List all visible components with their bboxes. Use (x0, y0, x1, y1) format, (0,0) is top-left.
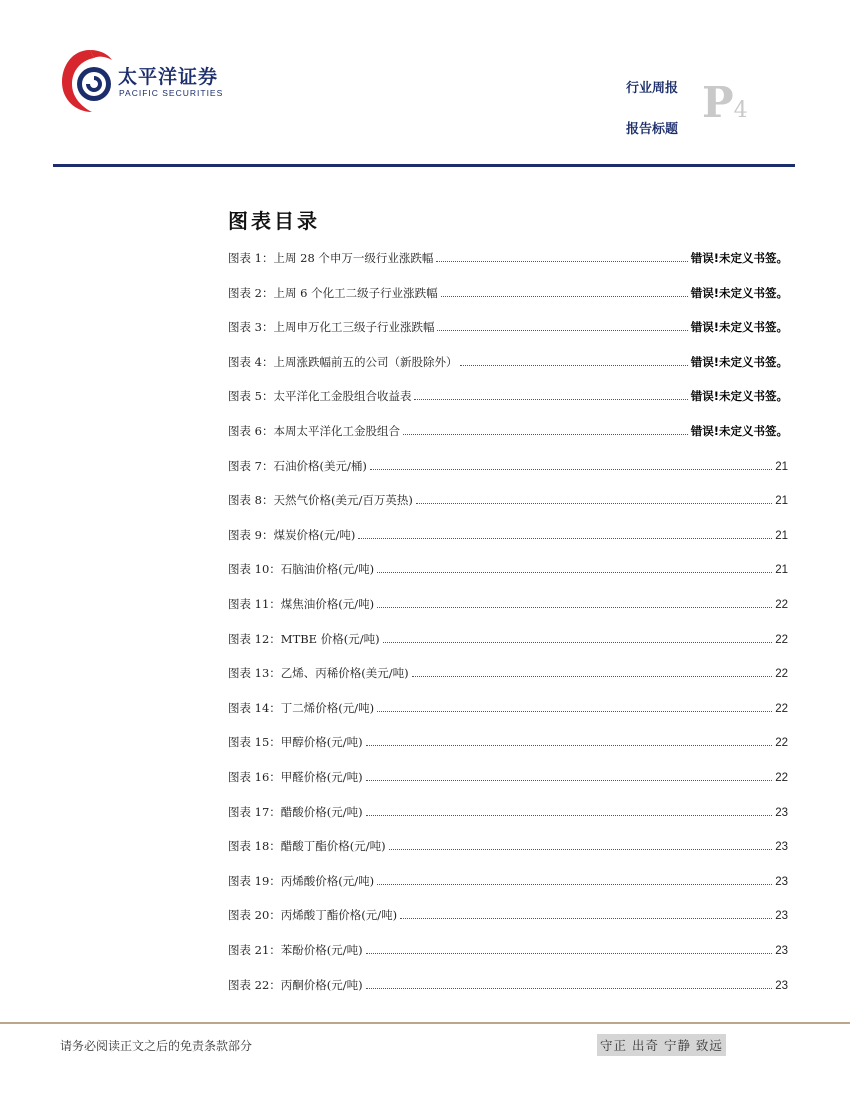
toc-entry[interactable] (228, 250, 788, 268)
toc-entry-page: 错误!未定义书签。 (690, 389, 788, 404)
toc-entry-page: 22 (775, 599, 788, 611)
toc-entry[interactable] (228, 631, 788, 649)
toc-entry[interactable] (228, 700, 788, 718)
toc-entry-label: 图表 22：丙酮价格(元/吨) (228, 977, 363, 992)
toc-entry-page: 22 (775, 772, 788, 784)
toc-entry-page: 错误!未定义书签。 (690, 320, 788, 335)
toc-entry-page: 错误!未定义书签。 (690, 424, 788, 438)
toc-leader-dots (437, 329, 687, 331)
toc-entry-page: 21 (775, 564, 788, 577)
toc-entry-label: 图表 1：上周 28 个申万一级行业涨跌幅 (228, 251, 434, 265)
toc-entry[interactable] (228, 907, 788, 925)
toc-entry-label: 图表 17：醋酸价格(元/吨) (228, 804, 363, 819)
toc-entry[interactable] (228, 423, 788, 441)
toc-entry-page: 23 (775, 945, 788, 957)
toc-entry-label: 图表 19：丙烯酸价格(元/吨) (228, 873, 375, 888)
toc-entry-label: 图表 6：本周太平洋化工金股组合 (228, 424, 400, 438)
toc-leader-dots (366, 744, 773, 746)
toc-heading: 图表目录 (228, 209, 320, 233)
toc-entry[interactable] (228, 319, 788, 337)
toc-leader-dots (366, 987, 773, 989)
disclaimer-note: 请务必阅读正文之后的免责条款部分 (60, 1039, 253, 1053)
toc-entry[interactable] (228, 804, 788, 822)
toc-entry[interactable] (228, 734, 788, 752)
toc-entry-page: 23 (775, 806, 788, 819)
page-letter: P (702, 78, 734, 127)
toc-leader-dots (400, 917, 772, 919)
toc-entry-label: 图表 11：煤焦油价格(元/吨) (228, 597, 375, 611)
toc-entry-page: 错误!未定义书签。 (690, 354, 788, 369)
toc-entry-page: 错误!未定义书签。 (690, 251, 788, 265)
toc-entry-page: 23 (775, 841, 788, 854)
toc-leader-dots (377, 710, 772, 712)
toc-leader-dots (377, 606, 772, 608)
toc-leader-dots (377, 571, 772, 573)
toc-leader-dots (366, 779, 773, 781)
toc-entry-label: 图表 2：上周 6 个化工二级子行业涨跌幅 (228, 285, 438, 300)
toc-entry-label: 图表 9：煤炭价格(元/吨) (228, 527, 356, 542)
page-number: 4 (733, 98, 748, 123)
toc-leader-dots (370, 468, 772, 470)
toc-entry-page: 错误!未定义书签。 (690, 285, 788, 300)
toc-entry-label: 图表 7：石油价格(美元/桶) (228, 458, 367, 473)
toc-leader-dots (414, 398, 687, 400)
toc-entry-label: 图表 20：丙烯酸丁酯价格(元/吨) (228, 908, 398, 923)
footer-divider (0, 1022, 850, 1024)
toc-entry-label: 图表 16：甲醛价格(元/吨) (228, 770, 363, 784)
page-number-mark (702, 78, 748, 127)
toc-entry-label: 图表 13：乙烯、丙稀价格(美元/吨) (228, 666, 409, 681)
toc-entry[interactable] (228, 561, 788, 579)
report-type: 行业周报 (626, 81, 679, 96)
toc-entry[interactable] (228, 388, 788, 406)
toc-entry[interactable] (228, 492, 788, 510)
toc-entry[interactable] (228, 873, 788, 891)
toc-entry[interactable] (228, 769, 788, 787)
toc-entry-page: 22 (775, 737, 788, 750)
toc-leader-dots (436, 260, 687, 262)
pacific-securities-logo (60, 44, 120, 116)
toc-leader-dots (416, 502, 772, 504)
toc-entry[interactable] (228, 527, 788, 545)
toc-entry-label: 图表 12：MTBE 价格(元/吨) (228, 631, 380, 646)
toc-leader-dots (412, 675, 773, 677)
toc-entry-label: 图表 8：天然气价格(美元/百万英热) (228, 493, 413, 508)
toc-entry-label: 图表 15：甲醇价格(元/吨) (228, 735, 363, 750)
toc-entry-label: 图表 3：上周申万化工三级子行业涨跌幅 (228, 320, 435, 335)
header-divider (53, 164, 795, 167)
toc-entry-page: 21 (775, 460, 788, 473)
toc-entry-page: 23 (775, 979, 788, 992)
toc-entry[interactable] (228, 285, 788, 303)
toc-leader-dots (389, 848, 773, 850)
toc-entry[interactable] (228, 665, 788, 683)
toc-leader-dots (358, 537, 772, 539)
toc-entry-page: 23 (775, 875, 788, 888)
toc-entry-page: 22 (775, 702, 788, 715)
toc-leader-dots (366, 814, 773, 816)
toc-entry-label: 图表 21：苯酚价格(元/吨) (228, 943, 363, 957)
toc-leader-dots (383, 641, 773, 643)
toc-entry-page: 23 (775, 910, 788, 923)
toc-entry-page: 22 (775, 633, 788, 646)
toc-entry[interactable] (228, 838, 788, 856)
toc-entry-label: 图表 10：石脑油价格(元/吨) (228, 562, 375, 577)
toc-leader-dots (460, 364, 687, 366)
logo-text-en: PACIFIC SECURITIES (119, 88, 224, 98)
toc-leader-dots (377, 883, 772, 885)
logo-mark-icon (60, 44, 120, 116)
toc-entry-label: 图表 4：上周涨跌幅前五的公司（新股除外） (228, 354, 458, 369)
toc-entry-label: 图表 5：太平洋化工金股组合收益表 (228, 389, 412, 404)
toc-leader-dots (441, 295, 688, 297)
company-motto: 守正 出奇 宁静 致远 (597, 1034, 726, 1056)
toc-entry-label: 图表 14：丁二烯价格(元/吨) (228, 700, 375, 715)
toc-leader-dots (403, 433, 688, 435)
report-title: 报告标题 (626, 122, 679, 137)
logo-text-cn: 太平洋证券 (118, 66, 219, 88)
toc-entry[interactable] (228, 942, 788, 960)
toc-entry-page: 21 (775, 495, 788, 508)
toc-entry[interactable] (228, 596, 788, 614)
toc-entry[interactable] (228, 458, 788, 476)
toc-entry-page: 21 (775, 529, 788, 542)
toc-entry-label: 图表 18：醋酸丁酯价格(元/吨) (228, 839, 386, 854)
toc-entry-page: 22 (775, 668, 788, 681)
toc-entry[interactable] (228, 977, 788, 995)
toc-leader-dots (366, 952, 773, 954)
toc-entry[interactable] (228, 354, 788, 372)
